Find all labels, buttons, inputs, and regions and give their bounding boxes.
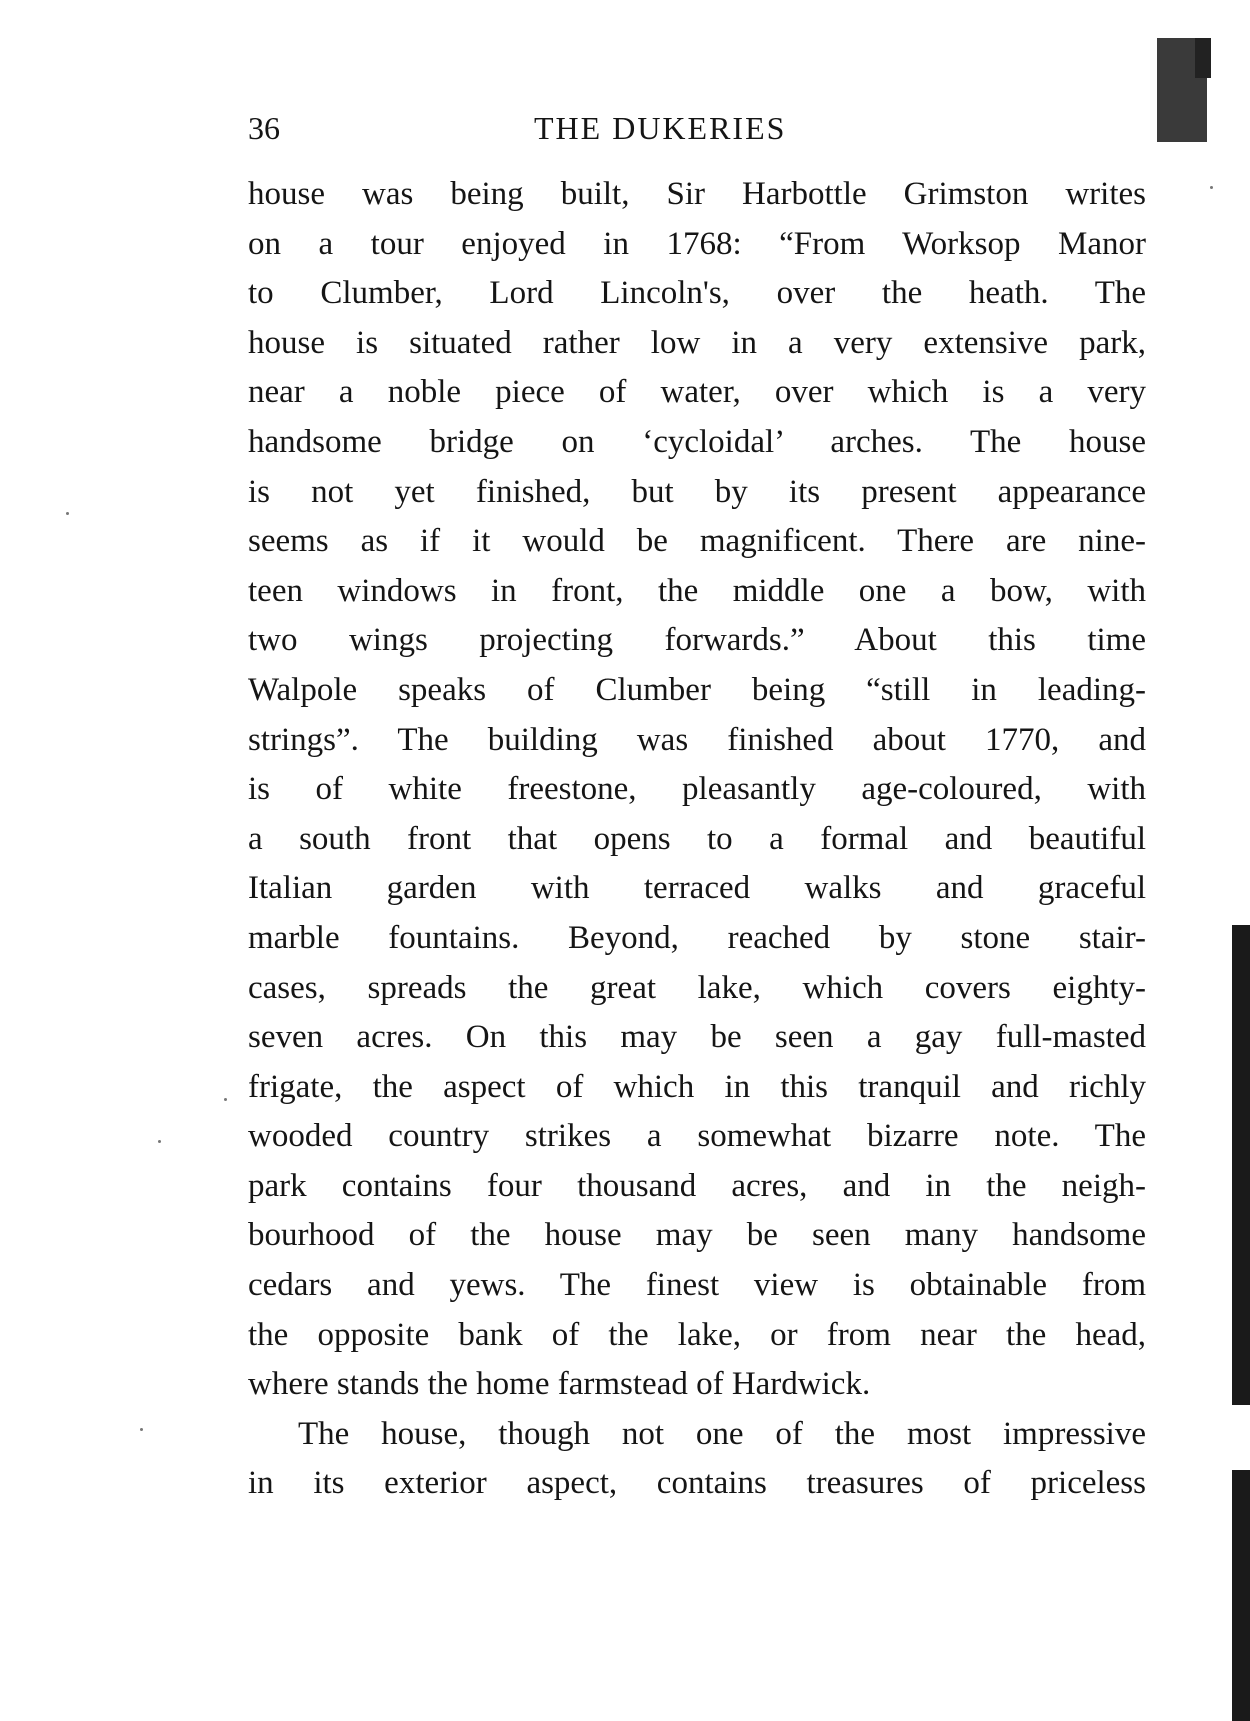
paper-speck	[224, 1098, 227, 1101]
text-line: park contains four thousand acres, and in the neigh-	[248, 1167, 1146, 1204]
running-head: THE DUKERIES	[534, 110, 787, 146]
text-line: handsome bridge on ‘cycloidal’ arches. The house	[248, 423, 1146, 460]
text-line: seven acres. On this may be seen a gay full-masted	[248, 1019, 1146, 1056]
text-line: the opposite bank of the lake, or from near the head,	[248, 1316, 1146, 1353]
text-line: two wings projecting forwards.” About this time	[248, 622, 1146, 659]
text-line: house is situated rather low in a very extensive park,	[248, 324, 1146, 361]
text-line: to Clumber, Lord Lincoln's, over the heath. The	[248, 275, 1146, 312]
text-line: house was being built, Sir Harbottle Grimston writes	[248, 176, 1146, 212]
scan-edge-mark-top-notch	[1195, 38, 1211, 78]
text-line: Walpole speaks of Clumber being “still in leading-	[248, 671, 1146, 708]
text-line: a south front that opens to a formal and beautiful	[248, 820, 1146, 857]
text-line: marble fountains. Beyond, reached by stone stair-	[248, 919, 1146, 956]
text-line: Italian garden with terraced walks and graceful	[248, 870, 1146, 907]
text-line: strings”. The building was finished about 1770, and	[248, 721, 1146, 758]
page-number: 36	[248, 110, 280, 146]
scan-edge-mark-middle	[1232, 925, 1250, 1405]
text-line: seems as if it would be magnificent. There are nine-	[248, 523, 1146, 560]
page-header	[248, 104, 1148, 152]
text-line: where stands the home farmstead of Hardwick.	[248, 1366, 871, 1403]
text-line: is not yet finished, but by its present appearance	[248, 473, 1146, 510]
text-line: cedars and yews. The finest view is obtainable from	[248, 1267, 1146, 1304]
text-line: frigate, the aspect of which in this tranquil and richly	[248, 1068, 1146, 1105]
text-line: on a tour enjoyed in 1768: “From Worksop Manor	[248, 225, 1146, 262]
text-line: cases, spreads the great lake, which covers eighty-	[248, 969, 1146, 1006]
text-line: teen windows in front, the middle one a bow, with	[248, 572, 1146, 609]
text-line: is of white freestone, pleasantly age-coloured, with	[248, 771, 1146, 808]
paper-speck	[158, 1140, 161, 1143]
paper-speck	[1210, 186, 1213, 189]
text-line: near a noble piece of water, over which is a very	[248, 374, 1146, 411]
paper-speck	[66, 512, 69, 515]
body-text	[248, 170, 1146, 1509]
text-line: wooded country strikes a somewhat bizarre note. The	[248, 1118, 1146, 1155]
text-line: bourhood of the house may be seen many handsome	[248, 1217, 1146, 1254]
text-line: in its exterior aspect, contains treasures of priceless	[248, 1465, 1146, 1502]
paragraph-start-line: The house, though not one of the most impressive	[298, 1415, 1146, 1452]
scan-edge-mark-bottom	[1232, 1470, 1250, 1721]
paper-speck	[140, 1428, 143, 1431]
